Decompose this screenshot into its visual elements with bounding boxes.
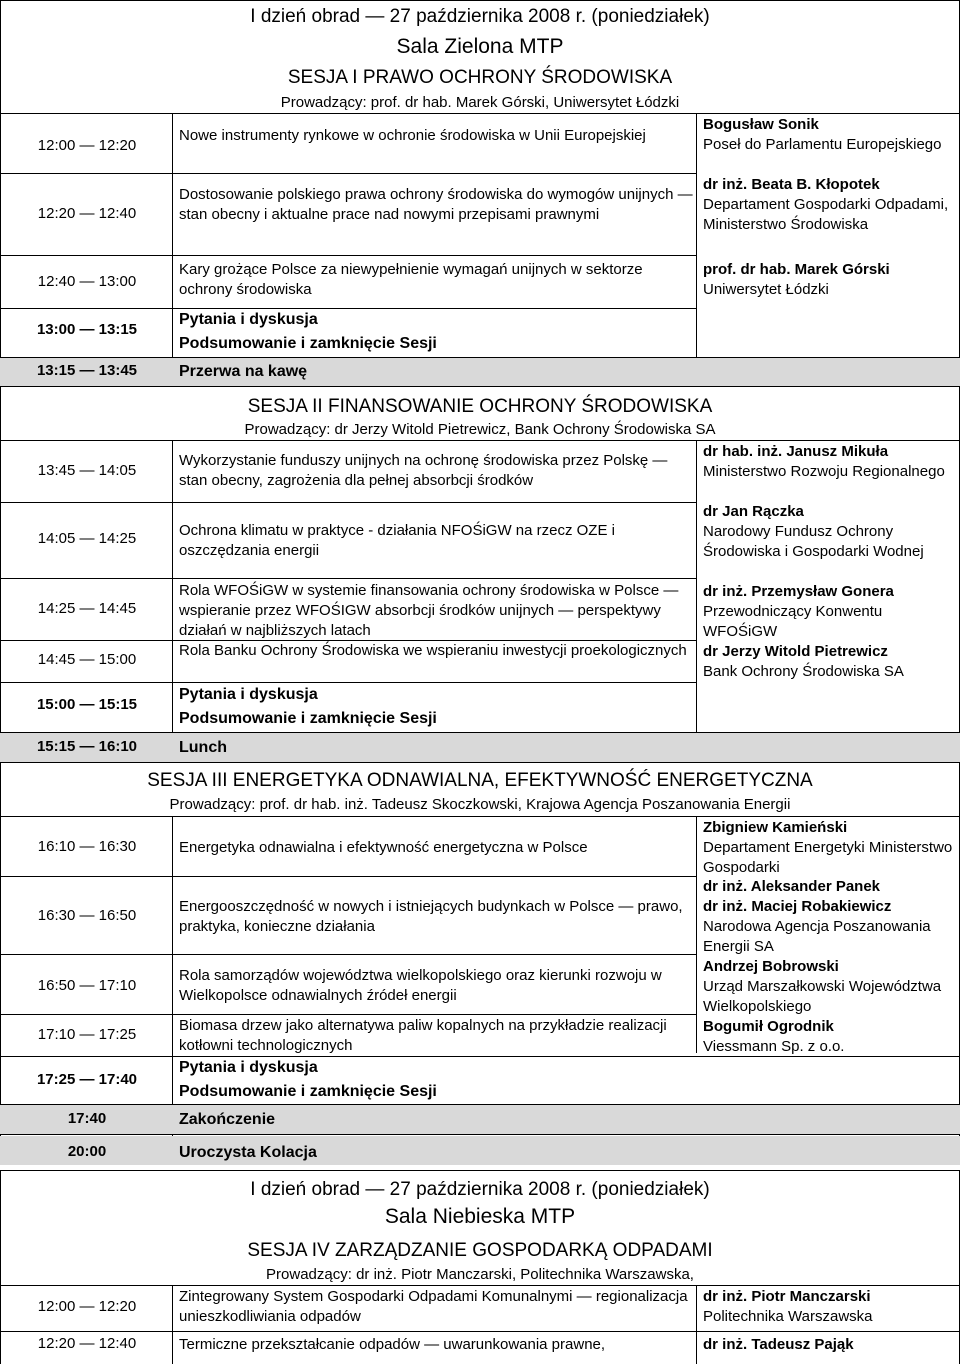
table-row: [0, 1056, 960, 1104]
time-cell: 14:05 — 14:25: [37, 530, 137, 547]
time-cell: 15:15 — 16:10: [36, 738, 138, 755]
speaker-name: dr inż. Beata B. Kłopotek: [703, 176, 880, 193]
speaker-name: dr Jan Rączka: [703, 503, 804, 520]
speaker-name: Zbigniew Kamieński: [703, 819, 848, 836]
session-1-lead: Prowadzący: prof. dr hab. Marek Górski, Uniwersytet Łódzki: [280, 94, 680, 111]
speaker-affiliation: Uniwersytet Łódzki: [703, 281, 829, 298]
speaker-affiliation: Viessmann Sp. z o.o.: [703, 1038, 845, 1055]
topic-cell: Rola Banku Ochrony Środowiska we wspieraniu inwestycji proekologicznych: [179, 642, 687, 659]
speaker-name: dr inż. Maciej Robakiewicz: [703, 898, 892, 915]
speaker: [703, 877, 958, 957]
coffee-break-row: [0, 357, 960, 387]
time-cell: 14:25 — 14:45: [37, 600, 137, 617]
lunch-row: [0, 732, 960, 763]
speaker-name: dr Jerzy Witold Pietrewicz: [703, 643, 888, 660]
day-heading-2: I dzień obrad — 27 października 2008 r. (poniedziałek): [250, 1179, 710, 1200]
speaker-affiliation: Bank Ochrony Środowiska SA: [703, 663, 904, 680]
speaker-affiliation: Narodowy Fundusz Ochrony Środowiska i Gospodarki Wodnej: [703, 523, 924, 560]
discussion-label: Pytania i dyskusja: [179, 686, 318, 703]
room-title-2: Sala Niebieska MTP: [384, 1205, 576, 1228]
session-2-title: SESJA II FINANSOWANIE OCHRONY ŚRODOWISKA: [247, 396, 713, 417]
speaker: [703, 957, 958, 1017]
topic-cell: [179, 308, 694, 356]
speaker-affiliation: Poseł do Parlamentu Europejskiego: [703, 136, 942, 153]
break-label: Przerwa na kawę: [179, 363, 308, 380]
speaker-affiliation: Politechnika Warszawska: [703, 1308, 873, 1325]
table-row: [0, 308, 960, 357]
topic-cell: Kary grożące Polsce za niewypełnienie wymagań unijnych w sektorze ochrony środowiska: [179, 261, 643, 298]
speaker-name: dr hab. inż. Janusz Mikuła: [703, 443, 889, 460]
speaker-name: dr inż. Aleksander Panek: [703, 878, 881, 895]
speaker: [703, 1335, 958, 1355]
speaker: [703, 260, 958, 300]
time-cell: 12:40 — 13:00: [37, 273, 137, 290]
topic-cell: Rola WFOŚiGW w systemie finansowania ochrony środowiska w Polsce — wspieranie przez WFOŚIGW absorbcji środków unijnych — perspektywy działań w najbliższych latach: [179, 582, 679, 639]
discussion-label: Pytania i dyskusja: [179, 1059, 318, 1076]
time-cell: 17:40: [67, 1110, 107, 1127]
speaker-name: dr inż. Piotr Manczarski: [703, 1288, 871, 1305]
session-3-title: SESJA III ENERGETYKA ODNAWIALNA, EFEKTYWNOŚĆ ENERGETYCZNA: [147, 770, 813, 791]
time-cell: 16:50 — 17:10: [37, 977, 137, 994]
discussion-label: Pytania i dyskusja: [179, 311, 318, 328]
speaker-affiliation: Przewodniczący Konwentu WFOŚiGW: [703, 603, 883, 640]
topic-cell: Biomasa drzew jako alternatywa paliw kopalnych na przykładzie realizacji kotłowni technologicznych: [179, 1017, 667, 1054]
time-cell: 20:00: [67, 1143, 107, 1160]
time-cell: 13:15 — 13:45: [36, 362, 138, 379]
time-cell: 16:10 — 16:30: [37, 838, 137, 855]
time-cell: 12:00 — 12:20: [37, 137, 137, 154]
speaker: [703, 442, 958, 482]
session-4-lead: Prowadzący: dr inż. Piotr Manczarski, Politechnika Warszawska,: [266, 1266, 694, 1283]
speaker: [703, 1287, 958, 1327]
session-2-lead: Prowadzący: dr Jerzy Witold Pietrewicz, Bank Ochrony Środowiska SA: [244, 421, 716, 438]
speaker-affiliation: Urząd Marszałkowski Województwa Wielkopolskiego: [703, 978, 942, 1015]
speaker: [703, 582, 958, 642]
speaker: [703, 642, 958, 682]
speaker: [703, 1017, 958, 1057]
topic-cell: [179, 1056, 694, 1104]
dinner-label: Uroczysta Kolacja: [179, 1144, 317, 1161]
speaker-name: prof. dr hab. Marek Górski: [703, 261, 890, 278]
speaker-affiliation: Departament Energetyki Ministerstwo Gospodarki: [703, 839, 953, 876]
topic-cell: Ochrona klimatu w praktyce - działania NFOŚiGW na rzecz OZE i oszczędzania energii: [179, 522, 615, 559]
speaker: [703, 115, 958, 155]
topic-cell: Energetyka odnawialna i efektywność energetyczna w Polsce: [179, 839, 588, 856]
topic-cell: Zintegrowany System Gospodarki Odpadami Komunalnymi — regionalizacja unieszkodliwiania odpadów: [179, 1288, 688, 1325]
topic-cell: [179, 683, 694, 731]
speaker-name: dr inż. Tadeusz Pająk: [703, 1336, 854, 1353]
speaker-name: dr inż. Przemysław Gonera: [703, 583, 894, 600]
session-1-title: SESJA I PRAWO OCHRONY ŚRODOWISKA: [287, 67, 673, 88]
speaker: [703, 502, 958, 562]
day-heading: I dzień obrad — 27 października 2008 r. (poniedziałek): [250, 6, 710, 27]
speaker: [703, 175, 958, 235]
speaker-affiliation: Ministerstwo Rozwoju Regionalnego: [703, 463, 945, 480]
speaker-name: Bogumił Ogrodnik: [703, 1018, 834, 1035]
time-cell: 12:00 — 12:20: [37, 1298, 137, 1315]
time-cell: 16:30 — 16:50: [37, 907, 137, 924]
table-row: [0, 682, 960, 732]
session-3-lead: Prowadzący: prof. dr hab. inż. Tadeusz Skoczkowski, Krajowa Agencja Poszanowania Energii: [169, 796, 791, 813]
time-cell: 12:20 — 12:40: [37, 1335, 137, 1352]
closing-label: Podsumowanie i zamknięcie Sesji: [179, 1083, 437, 1100]
session-4-title: SESJA IV ZARZĄDZANIE GOSPODARKĄ ODPADAMI: [247, 1240, 713, 1261]
speaker-affiliation: Departament Gospodarki Odpadami, Ministerstwo Środowiska: [703, 196, 949, 233]
time-cell: 13:00 — 13:15: [36, 321, 138, 338]
time-cell: 12:20 — 12:40: [37, 205, 137, 222]
topic-cell: Energooszczędność w nowych i istniejących budynkach w Polsce — prawo, praktyka, konieczne działania: [179, 898, 683, 935]
speaker: [703, 818, 958, 878]
closing-label: Podsumowanie i zamknięcie Sesji: [179, 335, 437, 352]
room-title: Sala Zielona MTP: [396, 35, 564, 58]
time-cell: 15:00 — 15:15: [36, 696, 138, 713]
closing-row: [0, 1104, 960, 1135]
dinner-row: [0, 1136, 960, 1165]
speaker-name: Andrzej Bobrowski: [703, 958, 839, 975]
topic-cell: Termiczne przekształcanie odpadów — uwarunkowania prawne,: [179, 1336, 606, 1353]
time-cell: 13:45 — 14:05: [37, 462, 137, 479]
topic-cell: Wykorzystanie funduszy unijnych na ochronę środowiska przez Polskę — stan obecny, zagrożenia dla pełnej absorbcji środków: [179, 452, 668, 489]
time-cell: 17:25 — 17:40: [36, 1071, 138, 1088]
speaker-name: Bogusław Sonik: [703, 116, 819, 133]
time-cell: 17:10 — 17:25: [37, 1026, 137, 1043]
time-cell: 14:45 — 15:00: [37, 651, 137, 668]
lunch-label: Lunch: [179, 739, 227, 756]
closing-label: Podsumowanie i zamknięcie Sesji: [179, 710, 437, 727]
topic-cell: Dostosowanie polskiego prawa ochrony środowiska do wymogów unijnych — stan obecny i aktualne prace nad nowymi przepisami prawnymi: [179, 186, 693, 223]
topic-cell: Rola samorządów województwa wielkopolskiego oraz kierunki rozwoju w Wielkopolsce odnawialnych źródeł energii: [179, 967, 662, 1004]
closing-label: Zakończenie: [179, 1111, 276, 1128]
speaker-affiliation: Narodowa Agencja Poszanowania Energii SA: [703, 918, 931, 955]
topic-cell: Nowe instrumenty rynkowe w ochronie środowiska w Unii Europejskiej: [179, 127, 646, 144]
